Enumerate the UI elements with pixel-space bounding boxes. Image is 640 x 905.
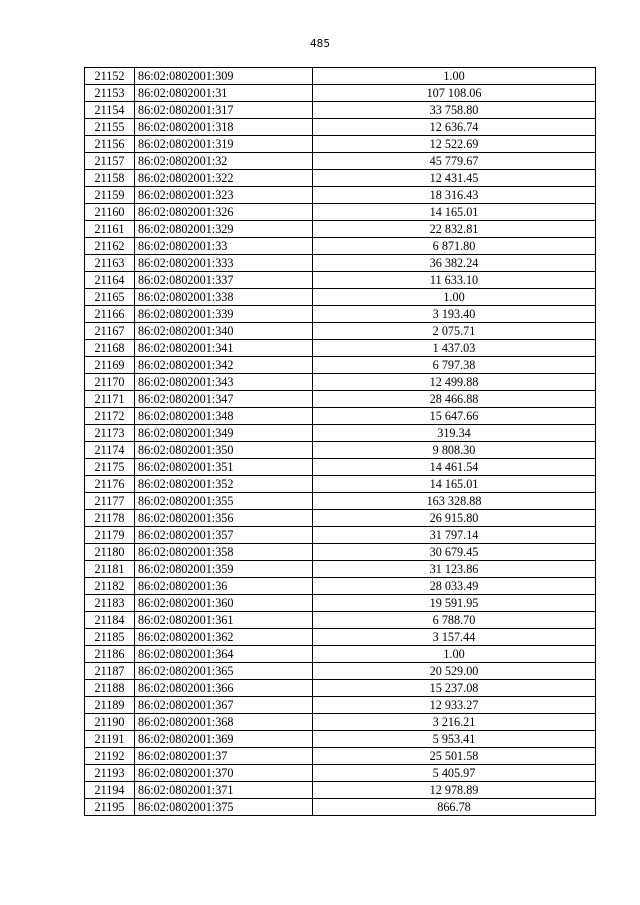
cadastral-number-cell: 86:02:0802001:37 xyxy=(135,748,313,765)
cadastral-value-cell: 31 123.86 xyxy=(313,561,596,578)
cadastral-value-cell: 12 933.27 xyxy=(313,697,596,714)
table-row xyxy=(85,595,596,612)
row-number-cell: 21194 xyxy=(85,782,135,799)
row-number-cell: 21187 xyxy=(85,663,135,680)
cadastral-number-cell: 86:02:0802001:356 xyxy=(135,510,313,527)
cadastral-number-cell: 86:02:0802001:322 xyxy=(135,170,313,187)
row-number-cell: 21152 xyxy=(85,68,135,85)
cadastral-value-cell: 107 108.06 xyxy=(313,85,596,102)
row-number-cell: 21182 xyxy=(85,578,135,595)
cadastral-value-cell: 866.78 xyxy=(313,799,596,816)
table-row xyxy=(85,544,596,561)
cadastral-number-cell: 86:02:0802001:347 xyxy=(135,391,313,408)
table-row xyxy=(85,782,596,799)
row-number-cell: 21176 xyxy=(85,476,135,493)
row-number-cell: 21168 xyxy=(85,340,135,357)
table-row xyxy=(85,663,596,680)
table-row xyxy=(85,748,596,765)
row-number-cell: 21153 xyxy=(85,85,135,102)
row-number-cell: 21157 xyxy=(85,153,135,170)
cadastral-value-cell: 12 431.45 xyxy=(313,170,596,187)
cadastral-value-cell: 12 499.88 xyxy=(313,374,596,391)
table-row xyxy=(85,476,596,493)
table-row xyxy=(85,731,596,748)
cadastral-number-cell: 86:02:0802001:329 xyxy=(135,221,313,238)
cadastral-value-cell: 14 461.54 xyxy=(313,459,596,476)
cadastral-number-cell: 86:02:0802001:323 xyxy=(135,187,313,204)
cadastral-value-cell: 6 797.38 xyxy=(313,357,596,374)
table-row xyxy=(85,102,596,119)
page-number: 485 xyxy=(309,38,331,50)
cadastral-number-cell: 86:02:0802001:309 xyxy=(135,68,313,85)
cadastral-number-cell: 86:02:0802001:340 xyxy=(135,323,313,340)
table-row xyxy=(85,799,596,816)
cadastral-value-cell: 31 797.14 xyxy=(313,527,596,544)
cadastral-number-cell: 86:02:0802001:359 xyxy=(135,561,313,578)
cadastral-value-cell: 14 165.01 xyxy=(313,204,596,221)
table-row xyxy=(85,697,596,714)
cadastral-value-cell: 30 679.45 xyxy=(313,544,596,561)
cadastral-number-cell: 86:02:0802001:364 xyxy=(135,646,313,663)
cadastral-value-cell: 45 779.67 xyxy=(313,153,596,170)
cadastral-value-cell: 15 647.66 xyxy=(313,408,596,425)
cadastral-number-cell: 86:02:0802001:362 xyxy=(135,629,313,646)
cadastral-value-cell: 1.00 xyxy=(313,68,596,85)
cadastral-number-cell: 86:02:0802001:370 xyxy=(135,765,313,782)
row-number-cell: 21171 xyxy=(85,391,135,408)
cadastral-number-cell: 86:02:0802001:357 xyxy=(135,527,313,544)
cadastral-number-cell: 86:02:0802001:31 xyxy=(135,85,313,102)
cadastral-number-cell: 86:02:0802001:352 xyxy=(135,476,313,493)
cadastral-number-cell: 86:02:0802001:360 xyxy=(135,595,313,612)
row-number-cell: 21189 xyxy=(85,697,135,714)
row-number-cell: 21161 xyxy=(85,221,135,238)
row-number-cell: 21193 xyxy=(85,765,135,782)
cadastral-value-cell: 28 033.49 xyxy=(313,578,596,595)
cadastral-value-cell: 163 328.88 xyxy=(313,493,596,510)
table-body xyxy=(85,68,596,816)
table-row xyxy=(85,391,596,408)
cadastral-value-cell: 14 165.01 xyxy=(313,476,596,493)
cadastral-number-cell: 86:02:0802001:349 xyxy=(135,425,313,442)
table-row xyxy=(85,272,596,289)
cadastral-number-cell: 86:02:0802001:358 xyxy=(135,544,313,561)
table-row xyxy=(85,646,596,663)
cadastral-value-cell: 12 978.89 xyxy=(313,782,596,799)
table-row xyxy=(85,289,596,306)
table-row xyxy=(85,714,596,731)
row-number-cell: 21177 xyxy=(85,493,135,510)
row-number-cell: 21181 xyxy=(85,561,135,578)
row-number-cell: 21155 xyxy=(85,119,135,136)
cadastral-number-cell: 86:02:0802001:368 xyxy=(135,714,313,731)
cadastral-value-cell: 33 758.80 xyxy=(313,102,596,119)
cadastral-value-cell: 22 832.81 xyxy=(313,221,596,238)
cadastral-value-cell: 15 237.08 xyxy=(313,680,596,697)
row-number-cell: 21183 xyxy=(85,595,135,612)
row-number-cell: 21162 xyxy=(85,238,135,255)
row-number-cell: 21185 xyxy=(85,629,135,646)
cadastral-number-cell: 86:02:0802001:350 xyxy=(135,442,313,459)
row-number-cell: 21156 xyxy=(85,136,135,153)
table-row xyxy=(85,442,596,459)
row-number-cell: 21164 xyxy=(85,272,135,289)
cadastral-number-cell: 86:02:0802001:342 xyxy=(135,357,313,374)
table-row xyxy=(85,408,596,425)
cadastral-value-cell: 319.34 xyxy=(313,425,596,442)
cadastral-number-cell: 86:02:0802001:375 xyxy=(135,799,313,816)
cadastral-value-cell: 5 405.97 xyxy=(313,765,596,782)
table-row xyxy=(85,629,596,646)
cadastral-number-cell: 86:02:0802001:32 xyxy=(135,153,313,170)
row-number-cell: 21172 xyxy=(85,408,135,425)
cadastral-value-cell: 11 633.10 xyxy=(313,272,596,289)
row-number-cell: 21192 xyxy=(85,748,135,765)
cadastral-number-cell: 86:02:0802001:365 xyxy=(135,663,313,680)
cadastral-number-cell: 86:02:0802001:341 xyxy=(135,340,313,357)
row-number-cell: 21178 xyxy=(85,510,135,527)
row-number-cell: 21195 xyxy=(85,799,135,816)
table-row xyxy=(85,357,596,374)
table-row xyxy=(85,459,596,476)
row-number-cell: 21175 xyxy=(85,459,135,476)
cadastral-value-cell: 25 501.58 xyxy=(313,748,596,765)
row-number-cell: 21154 xyxy=(85,102,135,119)
table-row xyxy=(85,323,596,340)
cadastral-number-cell: 86:02:0802001:318 xyxy=(135,119,313,136)
cadastral-value-cell: 5 953.41 xyxy=(313,731,596,748)
row-number-cell: 21159 xyxy=(85,187,135,204)
cadastral-number-cell: 86:02:0802001:337 xyxy=(135,272,313,289)
row-number-cell: 21170 xyxy=(85,374,135,391)
row-number-cell: 21163 xyxy=(85,255,135,272)
cadastral-value-cell: 6 788.70 xyxy=(313,612,596,629)
cadastral-number-cell: 86:02:0802001:333 xyxy=(135,255,313,272)
table-row xyxy=(85,527,596,544)
cadastral-number-cell: 86:02:0802001:355 xyxy=(135,493,313,510)
cadastral-number-cell: 86:02:0802001:361 xyxy=(135,612,313,629)
table-row xyxy=(85,204,596,221)
cadastral-value-cell: 12 522.69 xyxy=(313,136,596,153)
row-number-cell: 21190 xyxy=(85,714,135,731)
cadastral-number-cell: 86:02:0802001:369 xyxy=(135,731,313,748)
row-number-cell: 21158 xyxy=(85,170,135,187)
row-number-cell: 21180 xyxy=(85,544,135,561)
table-row xyxy=(85,680,596,697)
row-number-cell: 21174 xyxy=(85,442,135,459)
row-number-cell: 21191 xyxy=(85,731,135,748)
cadastral-number-cell: 86:02:0802001:326 xyxy=(135,204,313,221)
row-number-cell: 21184 xyxy=(85,612,135,629)
table-row xyxy=(85,68,596,85)
cadastral-value-cell: 19 591.95 xyxy=(313,595,596,612)
cadastral-number-cell: 86:02:0802001:348 xyxy=(135,408,313,425)
cadastral-number-cell: 86:02:0802001:338 xyxy=(135,289,313,306)
table-row xyxy=(85,612,596,629)
cadastral-value-cell: 9 808.30 xyxy=(313,442,596,459)
cadastral-value-cell: 2 075.71 xyxy=(313,323,596,340)
table-row xyxy=(85,578,596,595)
cadastral-number-cell: 86:02:0802001:317 xyxy=(135,102,313,119)
row-number-cell: 21167 xyxy=(85,323,135,340)
table-row xyxy=(85,221,596,238)
cadastral-value-cell: 3 157.44 xyxy=(313,629,596,646)
table-row xyxy=(85,765,596,782)
cadastral-value-cell: 1.00 xyxy=(313,646,596,663)
cadastral-value-table xyxy=(84,67,596,816)
cadastral-number-cell: 86:02:0802001:343 xyxy=(135,374,313,391)
table-row xyxy=(85,119,596,136)
table-row xyxy=(85,255,596,272)
cadastral-number-cell: 86:02:0802001:351 xyxy=(135,459,313,476)
row-number-cell: 21165 xyxy=(85,289,135,306)
table-row xyxy=(85,85,596,102)
cadastral-value-cell: 26 915.80 xyxy=(313,510,596,527)
row-number-cell: 21179 xyxy=(85,527,135,544)
table-row xyxy=(85,374,596,391)
row-number-cell: 21186 xyxy=(85,646,135,663)
table-row xyxy=(85,306,596,323)
cadastral-number-cell: 86:02:0802001:367 xyxy=(135,697,313,714)
row-number-cell: 21188 xyxy=(85,680,135,697)
table-row xyxy=(85,493,596,510)
cadastral-value-cell: 3 193.40 xyxy=(313,306,596,323)
table-row xyxy=(85,170,596,187)
table-row xyxy=(85,136,596,153)
table-row xyxy=(85,561,596,578)
cadastral-value-cell: 6 871.80 xyxy=(313,238,596,255)
table-row xyxy=(85,510,596,527)
cadastral-value-cell: 28 466.88 xyxy=(313,391,596,408)
table-row xyxy=(85,153,596,170)
table-row xyxy=(85,340,596,357)
cadastral-value-cell: 18 316.43 xyxy=(313,187,596,204)
cadastral-number-cell: 86:02:0802001:371 xyxy=(135,782,313,799)
cadastral-number-cell: 86:02:0802001:366 xyxy=(135,680,313,697)
cadastral-value-cell: 36 382.24 xyxy=(313,255,596,272)
row-number-cell: 21160 xyxy=(85,204,135,221)
cadastral-value-cell: 12 636.74 xyxy=(313,119,596,136)
row-number-cell: 21166 xyxy=(85,306,135,323)
cadastral-number-cell: 86:02:0802001:33 xyxy=(135,238,313,255)
cadastral-number-cell: 86:02:0802001:319 xyxy=(135,136,313,153)
table-row xyxy=(85,187,596,204)
row-number-cell: 21169 xyxy=(85,357,135,374)
cadastral-value-cell: 1.00 xyxy=(313,289,596,306)
row-number-cell: 21173 xyxy=(85,425,135,442)
cadastral-value-cell: 20 529.00 xyxy=(313,663,596,680)
table-row xyxy=(85,425,596,442)
table-row xyxy=(85,238,596,255)
cadastral-number-cell: 86:02:0802001:339 xyxy=(135,306,313,323)
cadastral-number-cell: 86:02:0802001:36 xyxy=(135,578,313,595)
cadastral-value-cell: 3 216.21 xyxy=(313,714,596,731)
cadastral-value-cell: 1 437.03 xyxy=(313,340,596,357)
